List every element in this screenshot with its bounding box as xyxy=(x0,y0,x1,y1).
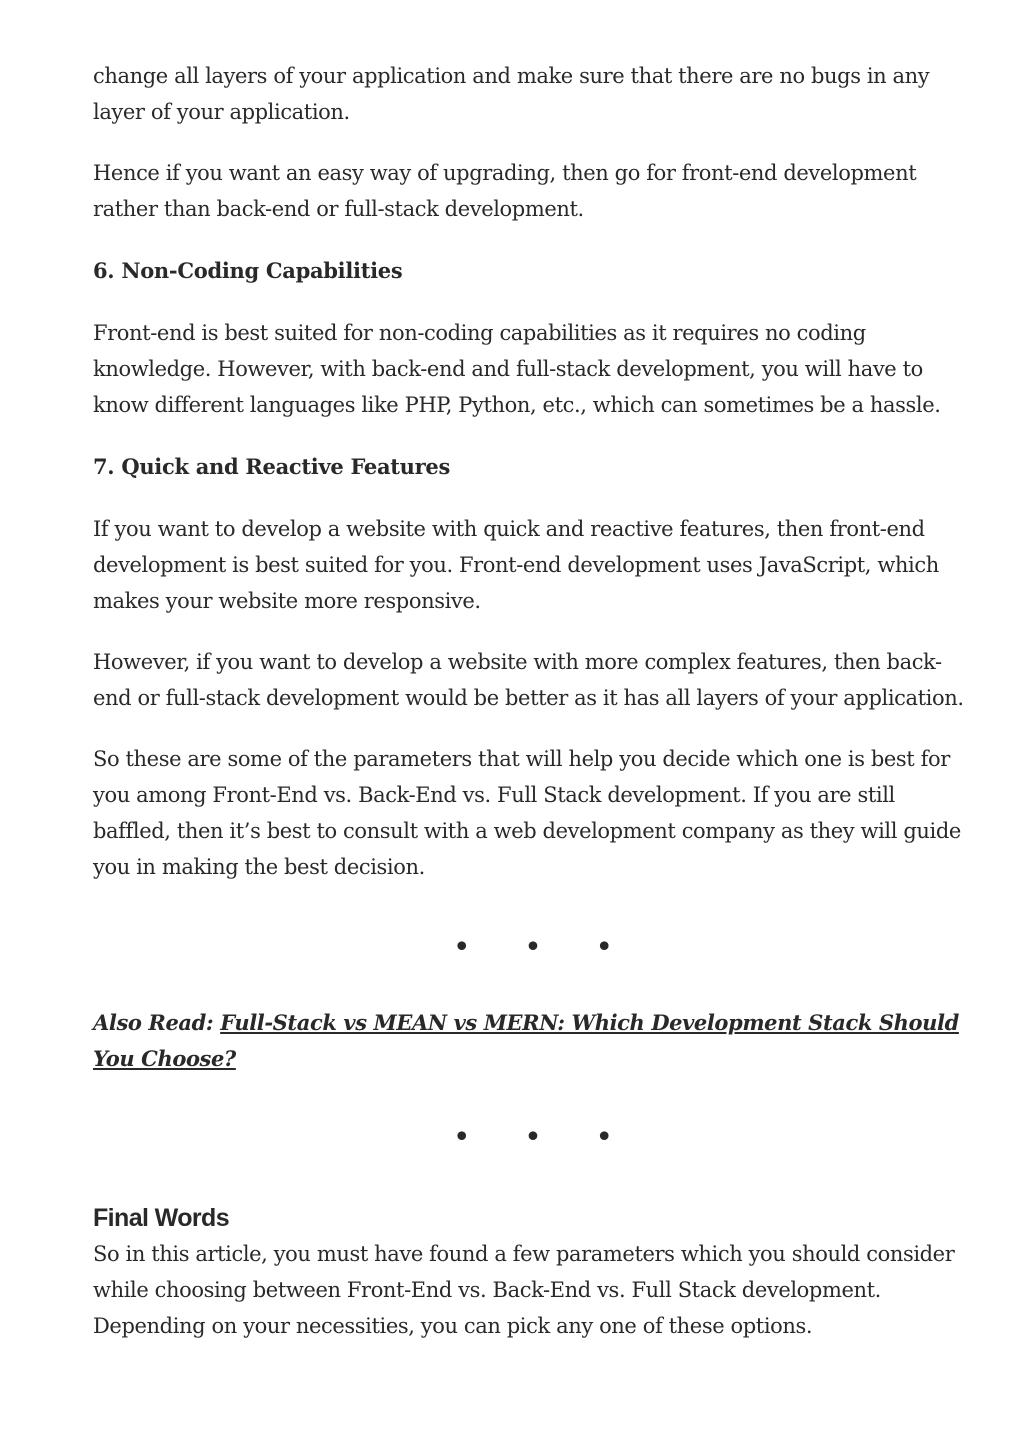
paragraph-complex-features: However, if you want to develop a website with more complex features, then back-end or full-stack development would be better as it has all layers of your application. xyxy=(93,650,964,710)
also-read-callout xyxy=(93,1005,973,1077)
section-separator: • • • xyxy=(452,1120,636,1155)
paragraph-upgrade-advice: Hence if you want an easy way of upgrading, then go for front-end development rather than back-end or full-stack development. xyxy=(93,161,917,221)
heading-final-words: Final Words xyxy=(93,1204,230,1232)
section-separator: • • • xyxy=(452,930,636,965)
paragraph-upgrade-layers: change all layers of your application and make sure that there are no bugs in any layer of your application. xyxy=(93,64,930,124)
paragraph-conclusion-parameters: So these are some of the parameters that will help you decide which one is best for you among Front-End vs. Back-End vs. Full Stack development. If you are still baffled, then it’s best to consult with a web development company as they will guide you in making the best decision. xyxy=(93,747,961,879)
paragraph-final-words: So in this article, you must have found a few parameters which you should consider while choosing between Front-End vs. Back-End vs. Full Stack development. Depending on your necessities, you can pick any one of these options. xyxy=(93,1242,955,1338)
article-body xyxy=(93,58,973,1344)
heading-non-coding-capabilities: 6. Non-Coding Capabilities xyxy=(93,258,403,283)
paragraph-quick-reactive: If you want to develop a website with quick and reactive features, then front-end development is best suited for you. Front-end development uses JavaScript, which makes your website more responsive. xyxy=(93,517,939,613)
also-read-prefix: Also Read: xyxy=(93,1010,221,1035)
also-read-link[interactable]: Full-Stack vs MEAN vs MERN: Which Development Stack Should You Choose? xyxy=(93,1010,959,1071)
heading-quick-reactive-features: 7. Quick and Reactive Features xyxy=(93,454,450,479)
paragraph-non-coding: Front-end is best suited for non-coding capabilities as it requires no coding knowledge. However, with back-end and full-stack development, you will have to know different languages like PHP, Python, etc., which can sometimes be a hassle. xyxy=(93,321,941,417)
